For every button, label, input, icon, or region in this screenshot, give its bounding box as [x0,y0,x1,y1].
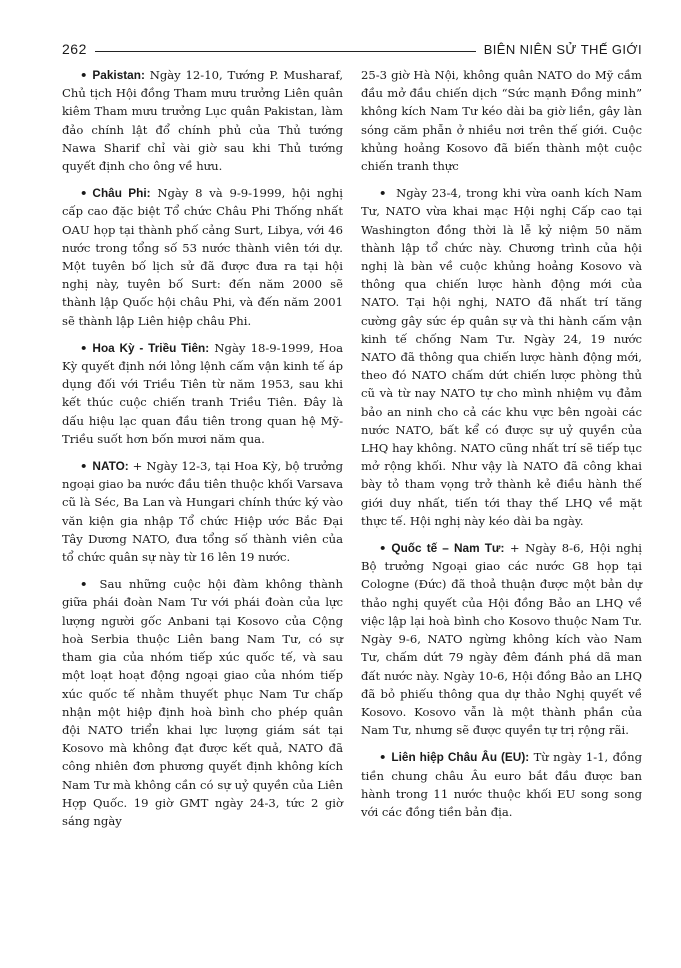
entry-hoa-ky-trieu-tien [62,339,343,448]
entry-term: Quốc tế – Nam Tư: [391,541,505,556]
entry-term: Pakistan: [92,68,145,82]
left-column [62,66,343,839]
entry-text: Ngày 8 và 9-9-1999, hội nghị cấp cao đặc biệt Tổ chức Châu Phi Thống nhất OAU họp tại thành phố cảng Surt, Libya, với 46 nước trong tổng số 53 nước thành viên tới dự. Một tuyên bố lịch sử đã được đưa ra tại hội nghị này, tuyên bố Surt: đến năm 2000 sẽ thành lập Quốc hội châu Phi, và đến năm 2001 sẽ thành lập Liên hiệp châu Phi. [62,186,343,328]
text-columns [62,66,642,839]
entry-continuation [361,66,642,175]
bullet-icon: • [80,68,88,82]
entry-chau-phi [62,184,343,330]
header-rule [95,51,476,52]
right-column [361,66,642,839]
bullet-icon: • [379,186,387,201]
entry-nato-kosovo [62,575,343,830]
entry-text: Ngày 23-4, trong khi vừa oanh kích Nam Tư, NATO vừa khai mạc Hội nghị Cấp cao tại Washington đồng thời là lễ kỷ niệm 50 năm thành lập tổ chức này. Chương trình của hội nghị là bàn về cuộc khủng hoảng Kosovo và thông qua chiến lược hành động mới của NATO. Tại hội nghị, NATO đã nhất trí tăng cường gây sức ép quân sự và thi hành cấm vận kinh tế chống Nam Tư. Ngày 24, 19 nước NATO đã thông qua chiến lược hành động mới, theo đó NATO chấm dứt chiến lược phòng thủ cũ và từ nay NATO tự cho mình nhiệm vụ đảm bảo an ninh cho cả các khu vực bên ngoài các nước NATO, bất kể có được sự uỷ quyền của LHQ hay không. NATO cũng nhất trí sẽ tiếp tục mở rộng khối. Như vậy là NATO đã công khai bày tỏ tham vọng trở thành kẻ điều hành thế giới duy nhất, tiến tới thay thế LHQ về mặt thực tế. Hội nghị này kéo dài ba ngày. [361,186,643,528]
entry-term: Châu Phi: [92,186,151,201]
running-header [62,38,642,60]
running-title: BIÊN NIÊN SỬ THẾ GIỚI [483,41,642,57]
entry-quoc-te-nam-tu [361,539,642,739]
entry-term: Hoa Kỳ - Triều Tiên: [92,340,210,355]
entry-nato-summit [361,184,642,530]
bullet-icon: • [80,577,88,592]
entry-text: + Ngày 8-6, Hội nghị Bộ trưởng Ngoại giao các nước G8 họp tại Cologne (Đức) đã thoả thuận được một bản dự thảo nghị quyết của Hội đồng Bảo an LHQ về việc lập lại hoà bình cho Kosovo thuộc Nam Tư. Ngày 9-6, NATO ngừng không kích vào Nam Tư, chấm dứt 79 ngày đêm đánh phá dã man đất nước này. Ngày 10-6, Hội đồng Bảo an LHQ đã bỏ phiếu thông qua dự thảo Nghị quyết về Kosovo. Kosovo vẫn là một thành phần của Nam Tư, nhưng sẽ được quyền tự trị rộng rãi. [361,541,643,738]
entry-nato [62,457,343,566]
entry-text: + Ngày 12-3, tại Hoa Kỳ, bộ trưởng ngoại giao ba nước đầu tiên thuộc khối Varsava cũ là Séc, Ba Lan và Hungari chính thức ký vào văn kiện gia nhập Tổ chức Hiệp ước Bắc Đại Tây Dương NATO, đưa tổng số thành viên của tổ chức quân sự này từ 16 lên 19 nước. [62,459,343,565]
entry-pakistan [62,66,343,175]
entry-text: 25-3 giờ Hà Nội, không quân NATO do Mỹ cầm đầu mở đầu chiến dịch “Sức mạnh Đồng minh” không kích Nam Tư kéo dài ba giờ liền, gây làn sóng căm phẫn ở nhiều nơi trên thế giới. Cuộc khủng hoảng Kosovo đã biến thành một cuộc chiến tranh thực [361,68,642,174]
bullet-icon: • [379,541,387,556]
entry-text: Ngày 12-10, Tướng P. Musharaf, Chủ tịch Hội đồng Tham mưu trưởng Liên quân kiêm Tham mưu trưởng Lục quân Pakistan, làm đảo chính lật đổ chính phủ của Thủ tướng Nawa Sharif chỉ vài giờ sau khi Thủ tướng quyết định cho ông về hưu. [62,68,344,174]
entry-eu [361,748,642,821]
bullet-icon: • [80,340,88,355]
bullet-icon: • [80,186,88,201]
entry-term: NATO: [92,459,129,474]
entry-text: Sau những cuộc hội đàm không thành giữa phái đoàn Nam Tư với phái đoàn của lực lượng người gốc Anbani tại Kosovo của Cộng hoà Serbia thuộc Liên bang Nam Tư, có sự tham gia của nhóm tiếp xúc quốc tế, và sau một loạt hoạt động ngoại giao của nhóm tiếp xúc quốc tế nhằm thuyết phục Nam Tư chấp nhận một hiệp định hoà bình cho phép quân đội NATO triển khai lực lượng giám sát tại Kosovo mà không đạt được kết quả, NATO đã công nhiên đơn phương quyết định không kích Nam Tư mà không cần có sự uỷ quyền của Liên Hợp Quốc. 19 giờ GMT ngày 24-3, tức 2 giờ sáng ngày [62,577,343,828]
bullet-icon: • [80,459,88,474]
entry-term: Liên hiệp Châu Âu (EU): [391,750,530,765]
bullet-icon: • [379,750,387,765]
entry-text: Từ ngày 1-1, đồng tiền chung châu Âu euro bắt đầu được ban hành trong 11 nước thuộc khối EU song song với các đồng tiền bản địa. [361,750,642,819]
page-number: 262 [62,41,87,57]
entry-text: Ngày 18-9-1999, Hoa Kỳ quyết định nới lỏng lệnh cấm vận kinh tế áp dụng đối với Triều Tiên từ năm 1953, sau khi kết thúc cuộc chiến tranh Triều Tiên. Đây là dấu hiệu lạc quan đầu tiên trong quan hệ Mỹ-Triều suốt hơn bốn mươi năm qua. [62,340,344,446]
